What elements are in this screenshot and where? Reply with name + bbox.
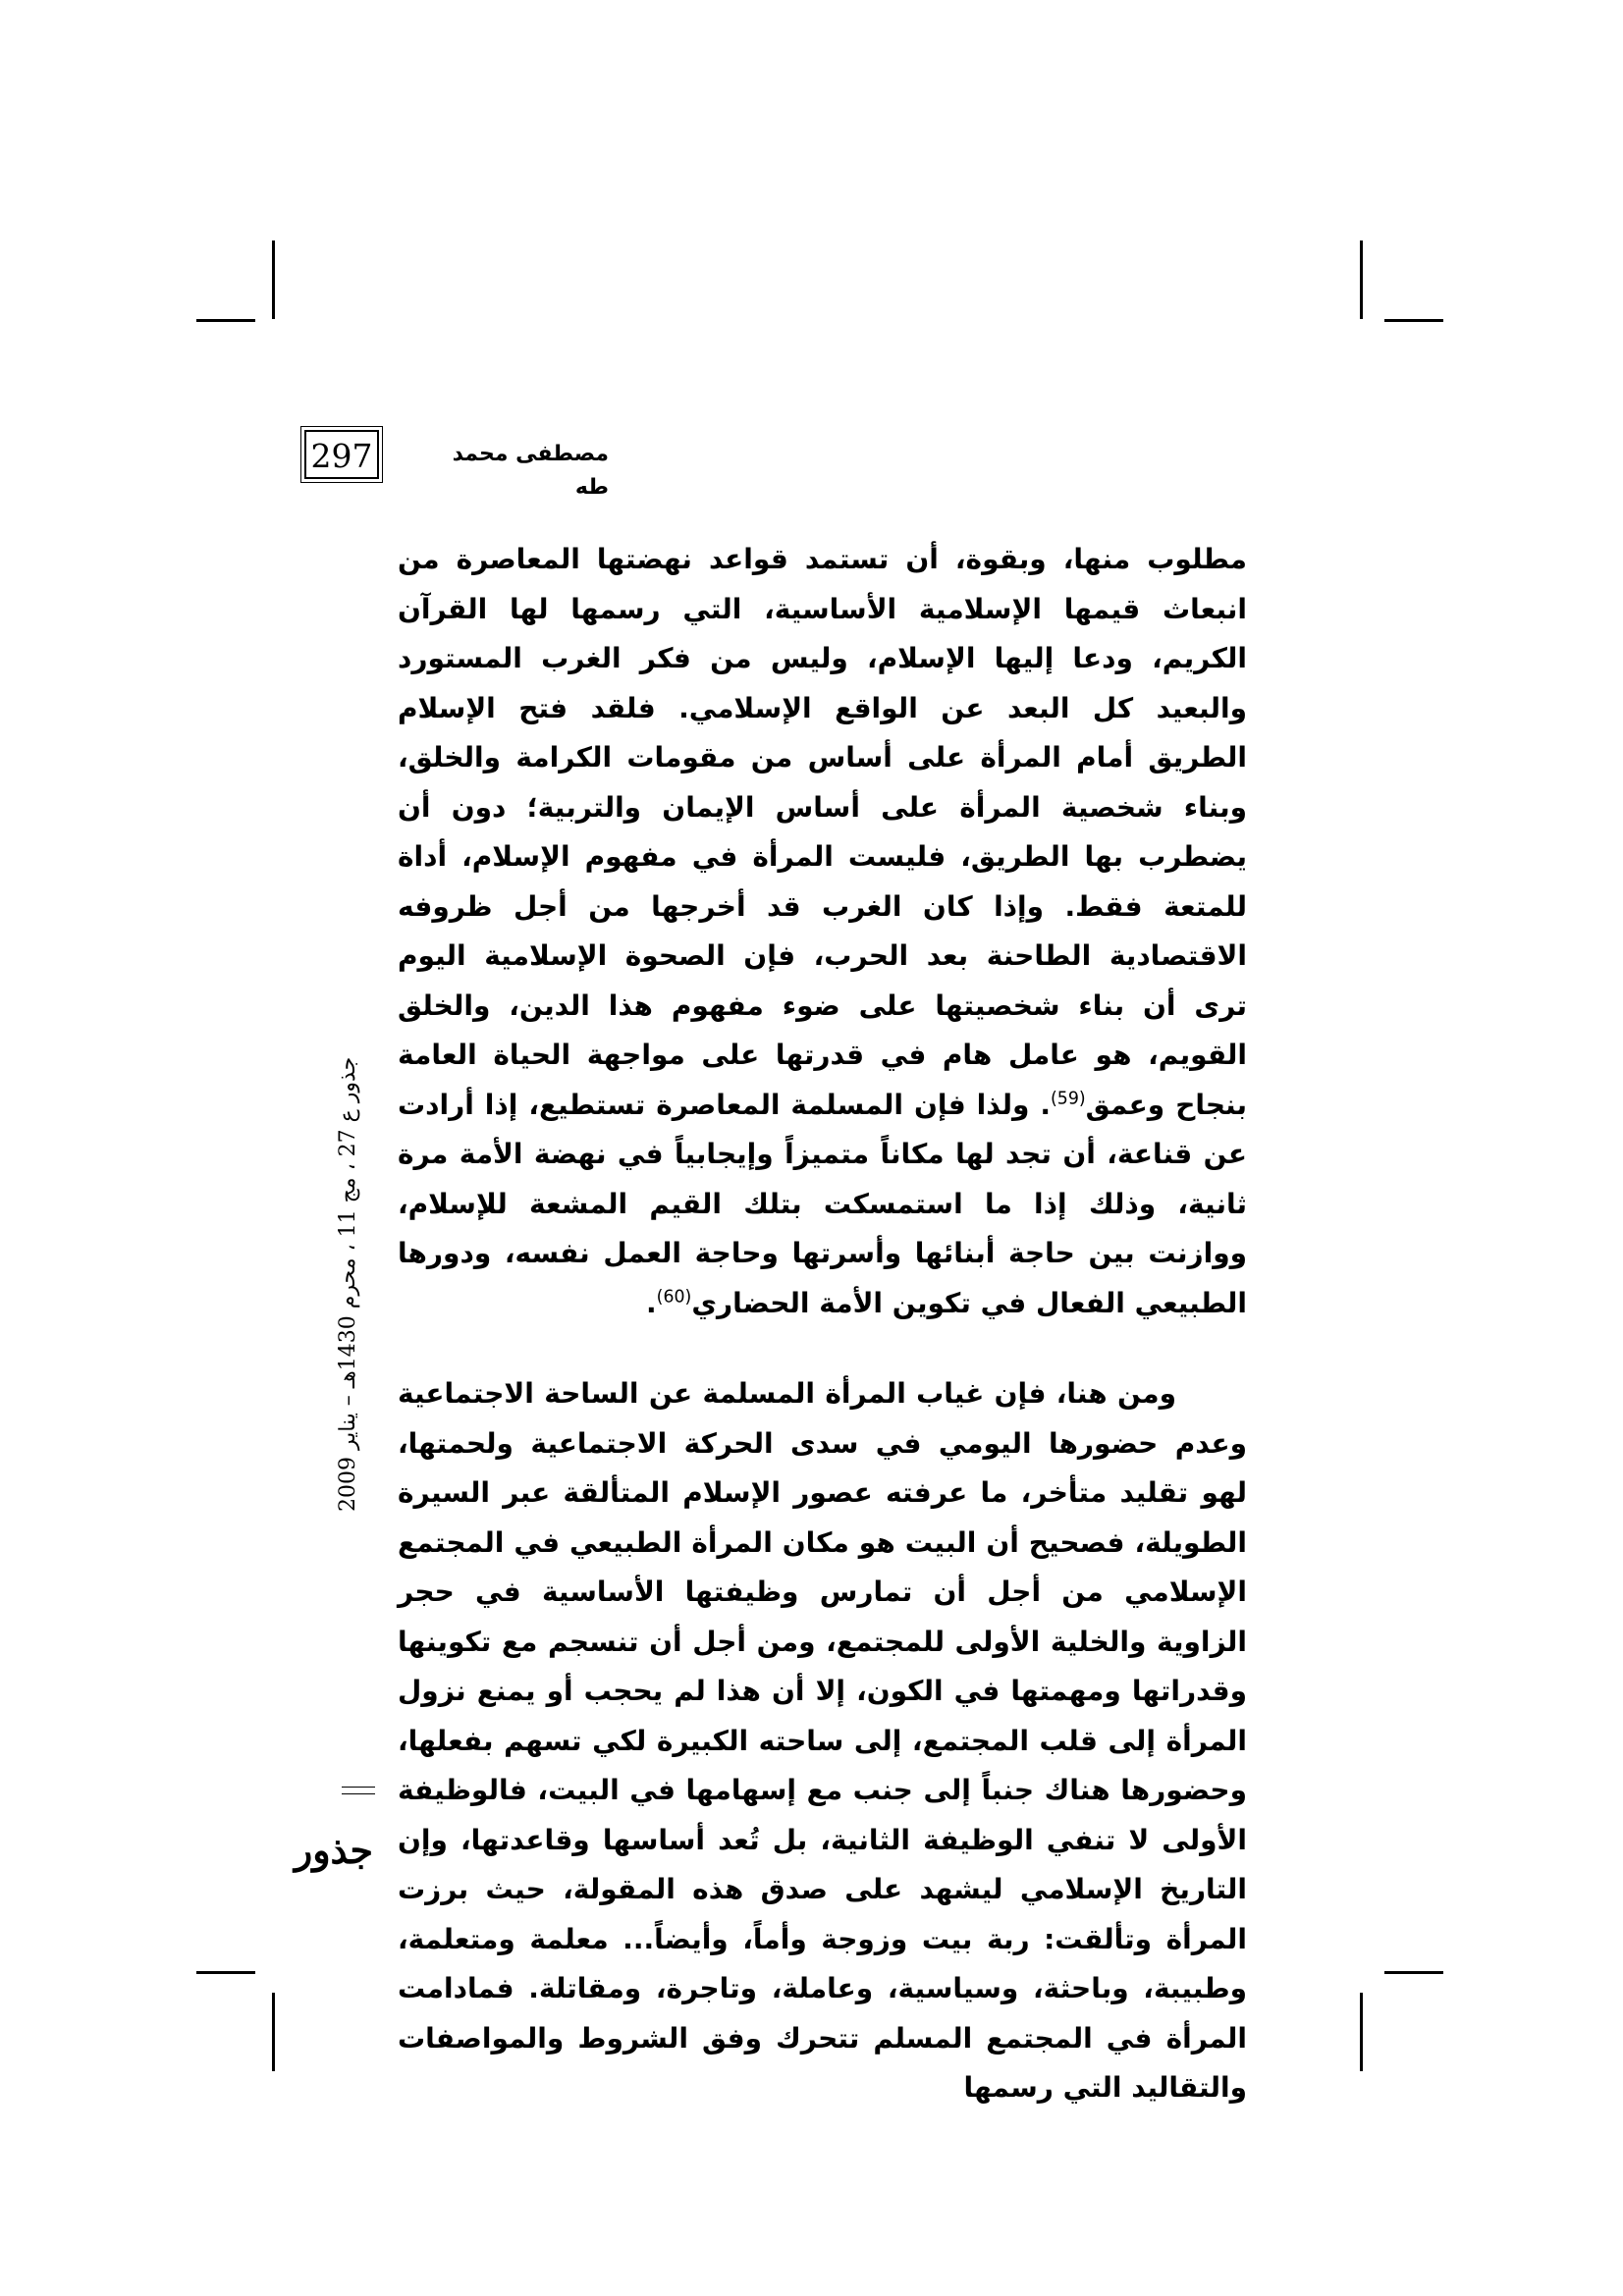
text-line: . ولذا فإن المسلمة المعاصرة تستطيع، إذا أرادت عن قناعة، أن [398, 1088, 1248, 1170]
text-line: الإسلامية اليوم ترى أن بناء شخصيتها على ضوء مفهوم هذا الدين، والخلق [398, 939, 1247, 1022]
author-name: مصطفى محمد طه [452, 442, 609, 500]
text-line: الإسلامية الأساسية، التي رسمها لها القرآن الكريم، ودعا إليها الإسلام، [398, 592, 1247, 674]
text-line: وليس من فكر الغرب المستورد والبعيد كل البعد عن الواقع الإسلامي. فلقد [398, 642, 1247, 724]
text-line: تجد لها مكاناً متميزاً وإيجابياً في نهضة الأمة مرة ثانية، وذلك إذا ما [398, 1138, 1248, 1220]
text-line: مكان المرأة الطبيعي في المجتمع الإسلامي من أجل أن تمارس وظيفتها [398, 1525, 1247, 1608]
text-line: مطلوب منها، وبقوة، أن تستمد قواعد نهضتها المعاصرة من انبعاث قيمها [398, 543, 1248, 625]
paragraph-1 [398, 535, 1247, 1328]
footnote-ref-59[interactable]: (59) [1051, 1089, 1086, 1109]
text-line: ومتعلمة، وطبيبة، وباحثة، وسياسية، وعاملة، وتاجرة، ومقاتلة. فمادامت المرأة [398, 1922, 1247, 2055]
text-line: الثانية، بل تُعد أساسها وقاعدتها، وإن التاريخ الإسلامي ليشهد على صدق [398, 1823, 1247, 1905]
text-line: ومن هنا، فإن غياب المرأة المسلمة عن الساحة الاجتماعية وعدم [398, 1377, 1248, 1460]
crop-mark-top-left-horizontal [196, 319, 255, 322]
text-line: وعمق [1085, 1088, 1165, 1121]
paragraph-2 [398, 1369, 1247, 2113]
page-number: 297 [304, 430, 379, 479]
text-line: وحاجة العمل نفسه، ودورها الطبيعي الفعال في تكوين الأمة الحضاري [398, 1237, 1247, 1319]
text-line: قد أخرجها من أجل ظروفه الاقتصادية الطاحنة بعد الحرب، فإن الصحوة [398, 889, 1247, 972]
text-line: تكوينها وقدراتها ومهمتها في الكون، إلا أن هذا لم يحجب أو يمنع نزول [398, 1625, 1247, 1707]
crop-mark-bottom-right-horizontal [1384, 1971, 1443, 1974]
crop-mark-top-right-horizontal [1384, 319, 1443, 322]
text-line: في المجتمع المسلم تتحرك وفق الشروط والمواصفات والتقاليد التي رسمها [398, 2021, 1247, 2104]
text-line: هناك جنباً إلى جنب مع إسهامها في البيت، فالوظيفة الأولى لا تنفي الوظيفة [398, 1774, 1248, 1856]
journal-logo: جذور [294, 1828, 373, 1872]
crop-mark-top-right-vertical [1360, 240, 1363, 319]
text-line: . [646, 1286, 657, 1319]
crop-mark-top-left-vertical [272, 240, 275, 319]
article-body [398, 535, 1247, 2113]
text-line: الطريق، فليست المرأة في مفهوم الإسلام، أداة للمتعة فقط. وإذا كان الغرب [398, 840, 1248, 923]
text-line: استمسكت بتلك القيم المشعة للإسلام، ووازنت بين حاجة أبنائها وأسرتها [398, 1187, 1248, 1269]
text-line: حضورها اليومي في سدى الحركة الاجتماعية ولحمتها، لهو تقليد متأخر، [398, 1426, 1247, 1509]
text-line: فتح الإسلام الطريق أمام المرأة على أساس من مقومات الكرامة والخلق، [398, 691, 1247, 774]
text-line: القويم، هو عامل هام في قدرتها على مواجهة الحياة العامة بنجاح [398, 1039, 1248, 1121]
crop-mark-bottom-left-vertical [272, 1993, 275, 2071]
text-line: ما عرفته عصور الإسلام المتألقة عبر السيرة الطويلة، فصحيح أن البيت هو [398, 1476, 1247, 1559]
footnote-ref-60[interactable]: (60) [656, 1287, 692, 1308]
text-line: الأساسية في حجر الزاوية والخلية الأولى للمجتمع، ومن أجل أن تنسجم مع [398, 1575, 1247, 1658]
divider [342, 1787, 375, 1794]
issue-info: جذور ع 27 ، مج 11 ، محرم 1430هـ – يناير 2009 [336, 1056, 360, 1512]
text-line: هذه المقولة، حيث برزت المرأة وتألقت: ربة بيت وزوجة وأماً، وأيضاً... معلمة [398, 1873, 1247, 1955]
text-line: المرأة إلى قلب المجتمع، إلى ساحته الكبيرة لكي تسهم بفعلها، وحضورها [398, 1724, 1248, 1806]
crop-mark-bottom-left-horizontal [196, 1971, 255, 1974]
text-line: وبناء شخصية المرأة على أساس الإيمان والتربية؛ دون أن يضطرب بها [398, 790, 1248, 873]
crop-mark-bottom-right-vertical [1360, 1993, 1363, 2071]
